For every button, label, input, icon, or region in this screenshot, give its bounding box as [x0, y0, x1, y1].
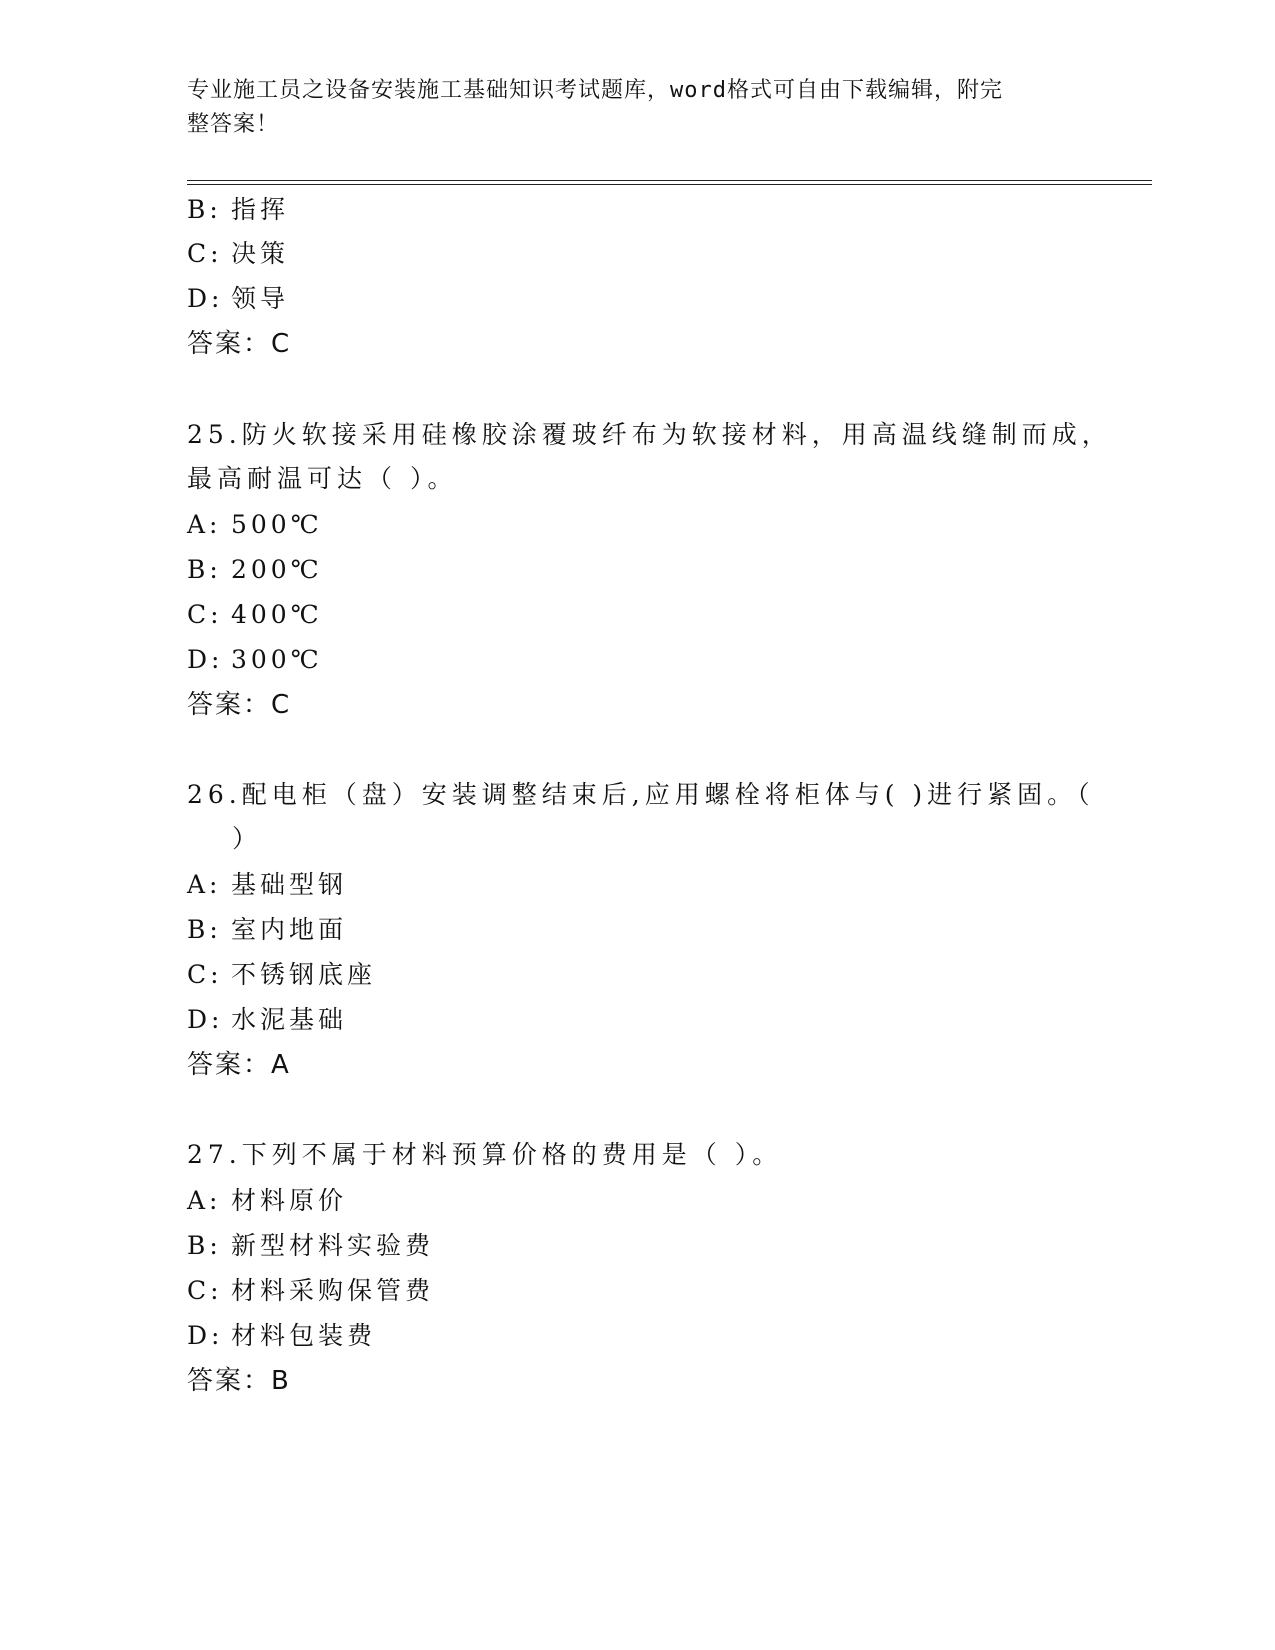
option-text: 材料原价	[231, 1186, 348, 1215]
header-line-1: 专业施工员之设备安装施工基础知识考试题库，word格式可自由下载编辑，附完	[187, 78, 1003, 103]
question-25-text: 25.防火软接采用硅橡胶涂覆玻纤布为软接材料，用高温线缝制而成，	[187, 420, 1112, 449]
option-label: C:	[187, 1276, 223, 1305]
option-c	[187, 1276, 434, 1306]
option-text: 不锈钢底座	[231, 960, 377, 989]
option-text: 500℃	[231, 510, 323, 539]
option-label: B:	[187, 555, 222, 584]
document-header	[187, 74, 1067, 142]
option-label: C:	[187, 960, 223, 989]
option-text: 指挥	[231, 195, 290, 224]
answer-line: 答案：A	[187, 1050, 291, 1080]
option-c	[187, 239, 289, 269]
answer-line: 答案：C	[187, 690, 292, 720]
header-divider-bottom	[187, 184, 1152, 185]
option-b	[187, 1231, 434, 1261]
option-label: B:	[187, 195, 222, 224]
option-text: 基础型钢	[231, 870, 348, 899]
option-a	[187, 1186, 347, 1216]
option-d	[187, 645, 323, 675]
answer-line: 答案：C	[187, 329, 292, 359]
option-text: 室内地面	[231, 915, 348, 944]
option-c	[187, 600, 323, 630]
option-label: D:	[187, 284, 224, 313]
option-c	[187, 960, 376, 990]
option-text: 领导	[231, 284, 290, 313]
header-line-2: 整答案！	[187, 112, 280, 137]
option-a	[187, 870, 347, 900]
option-label: B:	[187, 1231, 222, 1260]
option-d	[187, 284, 289, 314]
option-label: C:	[187, 239, 223, 268]
question-27-text: 27.下列不属于材料预算价格的费用是（ ）。	[187, 1140, 783, 1169]
question-26-text: 26.配电柜（盘）安装调整结束后,应用螺栓将柜体与( )进行紧固。（	[187, 780, 1095, 809]
option-text: 新型材料实验费	[231, 1231, 435, 1260]
option-text: 200℃	[231, 555, 323, 584]
option-label: A:	[187, 510, 222, 539]
option-b	[187, 915, 347, 945]
option-text: 材料采购保管费	[231, 1276, 435, 1305]
option-text: 300℃	[231, 645, 323, 674]
option-a	[187, 510, 323, 540]
option-label: A:	[187, 1186, 222, 1215]
answer-line: 答案：B	[187, 1366, 291, 1396]
header-divider-top	[187, 180, 1152, 181]
option-text: 水泥基础	[231, 1005, 348, 1034]
option-label: A:	[187, 870, 222, 899]
option-label: D:	[187, 1005, 224, 1034]
option-b	[187, 195, 289, 225]
option-d	[187, 1321, 376, 1351]
option-text: 决策	[231, 239, 290, 268]
option-label: B:	[187, 915, 222, 944]
option-label: D:	[187, 645, 224, 674]
option-text: 400℃	[231, 600, 323, 629]
option-d	[187, 1005, 347, 1035]
option-b	[187, 555, 323, 585]
option-text: 材料包装费	[231, 1321, 377, 1350]
option-label: C:	[187, 600, 223, 629]
option-label: D:	[187, 1321, 224, 1350]
question-25-text-cont: 最高耐温可达（ ）。	[187, 464, 458, 493]
question-26-text-cont: ）	[232, 824, 263, 853]
